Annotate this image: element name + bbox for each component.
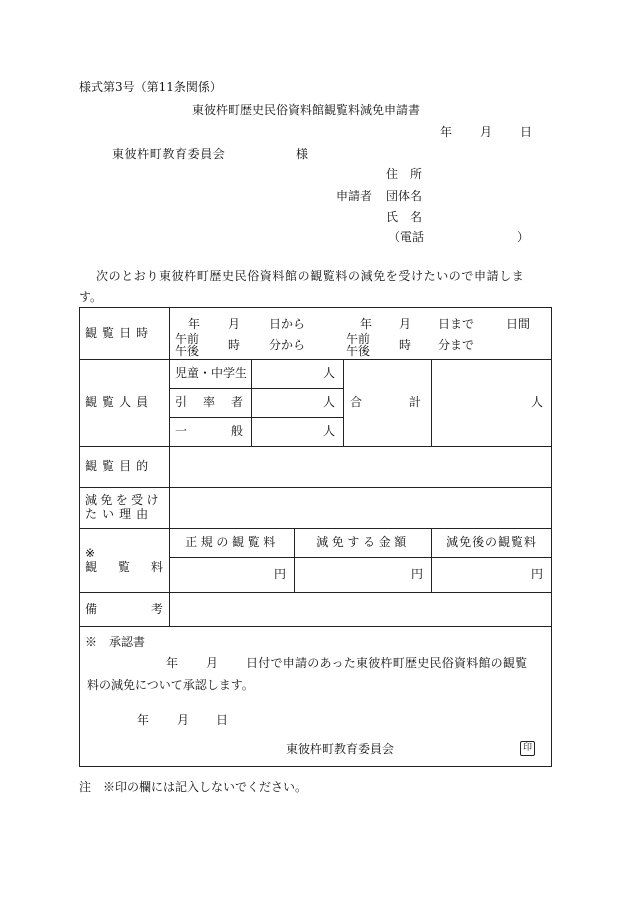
fee-after-header: 減免後の観覧料 [432,529,552,558]
approval-line-2: 料の減免について承認します。 [87,678,254,692]
approval-row [80,627,552,767]
fee-after-field[interactable] [432,558,552,593]
fee-reduction-field[interactable] [295,558,432,593]
dt-to-year: 年 [360,316,373,331]
applicant-label: 申請者 [336,189,373,203]
remarks-label-cell: 備 考 [80,593,170,627]
seal-text: 印 [522,743,532,753]
approval-date-day: 日 [216,713,229,727]
document-title: 東彼杵町歴史民俗資料館観覧料減免申請書 [192,103,421,117]
dt-from-am: 午前 [175,331,200,346]
dt-from-pm: 午後 [175,343,200,358]
dt-from-min: 分から [269,337,306,352]
dt-from-day: 日から [269,316,306,331]
visitor-category: 一 般 [170,418,252,447]
visitor-unit: 人 [322,366,335,381]
reason-row [80,488,552,529]
dt-from-hour: 時 [228,337,241,352]
applicant-group-label: 団体名 [386,189,423,203]
approval-ref-year: 年 [166,656,179,670]
remarks-field[interactable] [170,593,552,627]
applicant-address-label: 住 所 [386,167,423,181]
intro-line-1: 次のとおり東彼杵町歴史民俗資料館の観覧料の減免を受けたいので申請しま [96,269,525,283]
applicant-name-label: 氏 名 [386,210,423,224]
applicant-phone-label: （電話 [388,230,425,244]
approval-date-month: 月 [177,713,190,727]
purpose-field[interactable] [170,447,552,488]
fee-mark: ※ [85,545,96,560]
purpose-label: 観覧目的 [80,447,170,488]
approval-section [80,627,552,767]
dt-to-am: 午前 [346,331,371,346]
seal-icon [520,741,535,756]
footnote: 注 ※印の欄には記入しないでください。 [79,780,308,794]
visitor-count-field[interactable] [252,418,344,447]
visitors-label: 観覧人員 [80,360,170,447]
fee-regular-header: 正規の観覧料 [170,529,295,558]
date-day: 日 [520,125,533,139]
total-label-2: 計 [408,395,421,410]
visitors-total-label-cell [344,360,432,447]
visitor-unit: 人 [322,395,335,410]
honorific: 様 [296,147,309,161]
dt-to-pm: 午後 [346,343,371,358]
dt-to-hour: 時 [399,337,412,352]
visitor-row [80,360,552,389]
datetime-label: 観覧日時 [80,308,170,360]
approval-line-1: 日付で申請のあった東彼杵町歴史民俗資料館の観覧 [246,656,528,670]
fee-label-cell: ※ 観 覧 料 [80,529,170,593]
approval-date-year: 年 [137,713,150,727]
yen-unit: 円 [273,567,286,582]
remarks-row [80,593,552,627]
visitor-category: 児童・中学生 [170,360,252,389]
dt-from-month: 月 [228,316,241,331]
applicant-phone-close: ） [517,230,530,244]
reason-field[interactable] [170,488,552,529]
visitor-category: 引 率 者 [170,389,252,418]
purpose-row [80,447,552,488]
approval-ref-month: 月 [206,656,219,670]
visitor-unit: 人 [322,424,335,439]
form-number: 様式第3号（第11条関係） [79,80,222,94]
visitors-total-field[interactable] [432,360,552,447]
datetime-row [80,308,552,360]
addressee: 東彼杵町教育委員会 [112,147,226,161]
reason-label-line-1: 減免を受け [85,493,162,508]
visitor-count-field[interactable] [252,360,344,389]
total-label-1: 合 [350,395,363,410]
reason-label-line-2: たい理由 [85,507,154,521]
dt-to-month: 月 [399,316,412,331]
date-month: 月 [480,125,493,139]
yen-unit: 円 [531,567,544,582]
fee-regular-field[interactable] [170,558,295,593]
intro-line-2: す。 [79,290,103,304]
fee-header-row [80,529,552,558]
dt-to-min: 分まで [438,337,475,352]
date-year: 年 [440,125,453,139]
yen-unit: 円 [410,567,423,582]
application-form-table [79,307,552,767]
reason-label [80,488,170,529]
datetime-field[interactable] [170,308,552,360]
dt-days: 日間 [506,316,531,331]
fee-reduction-header: 減免する金額 [295,529,432,558]
visitors-total-unit: 人 [531,395,544,410]
visitor-count-field[interactable] [252,389,344,418]
dt-to-day: 日まで [438,316,475,331]
approval-title: ※ 承認書 [85,635,146,649]
dt-from-year: 年 [188,316,201,331]
approval-issuer: 東彼杵町教育委員会 [286,742,395,756]
